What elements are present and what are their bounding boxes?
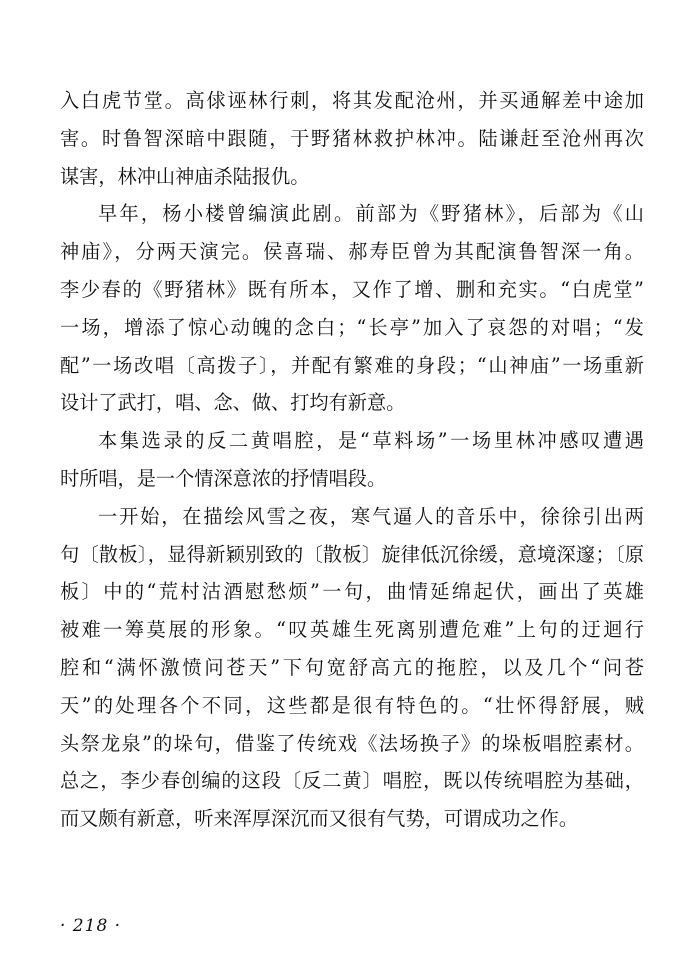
text-line: 谋害，林冲山神庙杀陆报仇。 bbox=[60, 164, 310, 188]
text-line: 李少春的《野猪林》既有所本，又作了增、删和充实。“白虎堂” bbox=[60, 277, 644, 301]
text-line: 时所唱，是一个情深意浓的抒情唱段。 bbox=[60, 466, 387, 490]
text-line: 而又颇有新意，听来浑厚深沉而又很有气势，可谓成功之作。 bbox=[60, 807, 579, 831]
text-line: 板〕中的“荒村沽酒慰愁烦”一句，曲情延绵起伏，画出了英雄 bbox=[60, 580, 644, 604]
body-text bbox=[60, 82, 644, 838]
text-line: 被难一筹莫展的形象。“叹英雄生死离别遭危难”上句的迂迴行 bbox=[60, 618, 644, 642]
text-line: 句〔散板〕，显得新颖别致的〔散板〕旋律低沉徐缓，意境深邃；〔原 bbox=[60, 542, 644, 566]
text-line: 头祭龙泉”的垛句，借鉴了传统戏《法场换子》的垛板唱腔素材。 bbox=[60, 731, 644, 755]
text-line: 入白虎节堂。高俅诬林行刺，将其发配沧州，并买通解差中途加 bbox=[60, 89, 644, 112]
text-line: 配”一场改唱〔高拨子〕，并配有繁难的身段；“山神庙”一场重新 bbox=[60, 353, 644, 377]
text-line: 神庙》，分两天演完。侯喜瑞、郝寿臣曾为其配演鲁智深一角。 bbox=[60, 240, 644, 264]
text-line: 一场，增添了惊心动魄的念白；“长亭”加入了哀怨的对唱；“发 bbox=[60, 315, 644, 339]
text-line: 一开始，在描绘风雪之夜，寒气逼人的音乐中，徐徐引出两 bbox=[98, 504, 644, 528]
text-line: 害。时鲁智深暗中跟随，于野猪林救护林冲。陆谦赶至沧州再次 bbox=[60, 126, 644, 150]
page-number: · 218 · bbox=[60, 916, 122, 936]
text-line: 腔和“满怀激愤问苍天”下句宽舒高亢的拖腔，以及几个“问苍 bbox=[60, 655, 644, 679]
text-line: 天”的处理各个不同，这些都是很有特色的。“壮怀得舒展，贼 bbox=[60, 693, 644, 717]
text-line: 早年，杨小楼曾编演此剧。前部为《野猪林》，后部为《山 bbox=[98, 202, 644, 226]
text-line: 设计了武打，唱、念、做、打均有新意。 bbox=[60, 391, 406, 415]
text-line: 本集选录的反二黄唱腔，是“草料场”一场里林冲感叹遭遇 bbox=[98, 429, 644, 453]
text-line: 总之，李少春创编的这段〔反二黄〕唱腔，既以传统唱腔为基础， bbox=[60, 769, 644, 793]
